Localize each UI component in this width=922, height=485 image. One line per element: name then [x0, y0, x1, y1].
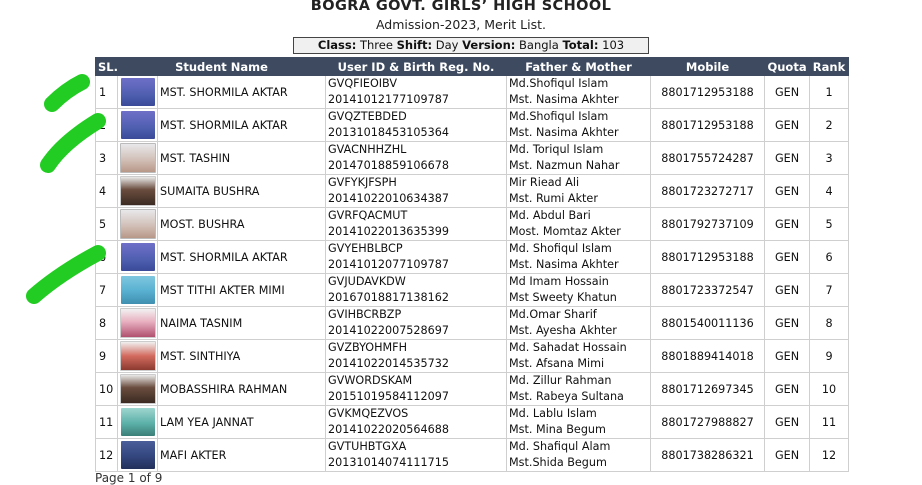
total-label: Total:: [562, 38, 599, 52]
cell-quota: [765, 439, 810, 472]
sl-number: 3: [99, 151, 107, 165]
student-name: MST. SHORMILA AKTAR: [160, 118, 288, 132]
cell-photo: [118, 175, 158, 208]
cell-photo: [118, 340, 158, 373]
table-row: [96, 241, 849, 274]
father-name: Md. Shafiqul Alam: [509, 440, 611, 453]
cell-sl: [96, 76, 118, 109]
sl-number: 11: [99, 415, 114, 429]
birth-reg-no: 20141012177109787: [328, 93, 450, 106]
class-value: Three: [359, 38, 393, 52]
father-name: Md Imam Hossain: [509, 275, 609, 288]
version-value: Bangla: [519, 38, 559, 52]
sl-number: 9: [99, 349, 107, 363]
cell-sl: [96, 142, 118, 175]
rank-value: 1: [825, 85, 833, 99]
cell-sl: [96, 373, 118, 406]
mobile-number: 8801723372547: [661, 283, 754, 297]
cell-name: [158, 373, 326, 406]
father-name: Md. Zillur Rahman: [509, 374, 612, 387]
cell-user-id: [326, 109, 507, 142]
cell-parents: [507, 241, 651, 274]
cell-mobile: [651, 76, 765, 109]
mobile-number: 8801712953188: [661, 118, 754, 132]
cell-user-id: [326, 142, 507, 175]
cell-photo: [118, 142, 158, 175]
class-info-box: [293, 37, 649, 54]
cell-sl: [96, 340, 118, 373]
cell-name: [158, 208, 326, 241]
student-photo: [120, 308, 156, 338]
cell-name: [158, 274, 326, 307]
sl-number: 8: [99, 316, 107, 330]
school-title: BOGRA GOVT. GIRLS’ HIGH SCHOOL: [310, 0, 612, 14]
birth-reg-no: 20131014074111715: [328, 456, 450, 469]
mother-name: Mst. Nasima Akhter: [509, 258, 619, 271]
birth-reg-no: 20141022007528697: [328, 324, 450, 337]
cell-photo: [118, 406, 158, 439]
user-id: GVTUHBTGXA: [328, 440, 407, 453]
cell-sl: [96, 208, 118, 241]
cell-mobile: [651, 307, 765, 340]
user-id: GVKMQEZVOS: [328, 407, 409, 420]
cell-sl: [96, 109, 118, 142]
student-name: MOBASSHIRA RAHMAN: [160, 382, 288, 396]
cell-user-id: [326, 76, 507, 109]
class-label: Class:: [317, 38, 357, 52]
student-photo: [121, 78, 155, 106]
student-name: LAM YEA JANNAT: [160, 415, 254, 429]
birth-reg-no: 20141022013635399: [328, 225, 450, 238]
quota-value: GEN: [774, 283, 800, 297]
mother-name: Most. Momtaz Akter: [509, 225, 621, 238]
version-label: Version:: [462, 38, 516, 52]
cell-name: [158, 307, 326, 340]
quota-value: GEN: [774, 184, 800, 198]
table-row: [96, 109, 849, 142]
cell-name: [158, 439, 326, 472]
cell-rank: [810, 373, 849, 406]
cell-quota: [765, 340, 810, 373]
cell-user-id: [326, 175, 507, 208]
table-row: [96, 76, 849, 109]
user-id: GVRFQACMUT: [328, 209, 408, 222]
sl-number: 6: [99, 250, 107, 264]
student-name: MST. TASHIN: [160, 151, 231, 165]
cell-user-id: [326, 340, 507, 373]
cell-quota: [765, 241, 810, 274]
cell-name: [158, 340, 326, 373]
quota-value: GEN: [774, 151, 800, 165]
quota-value: GEN: [774, 118, 800, 132]
cell-mobile: [651, 439, 765, 472]
student-name: MAFI AKTER: [160, 448, 227, 462]
table-row: [96, 340, 849, 373]
cell-photo: [118, 307, 158, 340]
rank-value: 3: [825, 151, 833, 165]
cell-quota: [765, 373, 810, 406]
cell-mobile: [651, 406, 765, 439]
cell-rank: [810, 208, 849, 241]
highlighter-stroke-1: [52, 82, 82, 104]
student-photo: [121, 111, 155, 139]
sl-number: 5: [99, 217, 107, 231]
cell-parents: [507, 175, 651, 208]
cell-rank: [810, 109, 849, 142]
cell-parents: [507, 340, 651, 373]
birth-reg-no: 20141022020564688: [328, 423, 450, 436]
col-rank: Rank: [810, 58, 849, 76]
shift-value: Day: [435, 38, 459, 52]
birth-reg-no: 20151019584112097: [328, 390, 450, 403]
student-photo: [121, 441, 155, 469]
table-header: [96, 58, 849, 76]
cell-parents: [507, 274, 651, 307]
cell-rank: [810, 274, 849, 307]
student-name: MST. SINTHIYA: [160, 349, 241, 363]
col-student-name: Student Name: [118, 58, 326, 76]
cell-sl: [96, 307, 118, 340]
cell-quota: [765, 307, 810, 340]
student-name: NAIMA TASNIM: [160, 316, 243, 330]
cell-parents: [507, 109, 651, 142]
mother-name: Mst. Nazmun Nahar: [509, 159, 620, 172]
cell-mobile: [651, 373, 765, 406]
mother-name: Mst Sweety Khatun: [509, 291, 617, 304]
merit-table: [95, 57, 849, 472]
cell-sl: [96, 406, 118, 439]
quota-value: GEN: [774, 85, 800, 99]
user-id: GVZBYOHMFH: [328, 341, 408, 354]
cell-rank: [810, 175, 849, 208]
cell-rank: [810, 142, 849, 175]
mother-name: Mst. Nasima Akhter: [509, 126, 619, 139]
mother-name: Mst. Mina Begum: [509, 423, 606, 436]
student-photo: [120, 176, 156, 206]
quota-value: GEN: [774, 250, 800, 264]
cell-mobile: [651, 208, 765, 241]
cell-mobile: [651, 175, 765, 208]
mobile-number: 8801889414018: [661, 349, 754, 363]
cell-sl: [96, 274, 118, 307]
rank-value: 2: [825, 118, 833, 132]
table-row: [96, 406, 849, 439]
user-id: GVYEHBLBCP: [328, 242, 403, 255]
student-name: MOST. BUSHRA: [160, 217, 245, 231]
father-name: Md. Shofiqul Islam: [509, 242, 612, 255]
col-user-id: User ID & Birth Reg. No.: [326, 58, 507, 76]
mobile-number: 8801712953188: [661, 250, 754, 264]
cell-user-id: [326, 208, 507, 241]
rank-value: 8: [825, 316, 833, 330]
cell-photo: [118, 76, 158, 109]
student-name: MST. SHORMILA AKTAR: [160, 85, 288, 99]
mother-name: Mst. Afsana Mimi: [509, 357, 605, 370]
cell-sl: [96, 439, 118, 472]
sl-number: 12: [99, 448, 114, 462]
father-name: Md.Omar Sharif: [509, 308, 597, 321]
table-body: [96, 76, 849, 472]
cell-quota: [765, 175, 810, 208]
father-name: Md. Abdul Bari: [509, 209, 591, 222]
mobile-number: 8801738286321: [661, 448, 754, 462]
user-id: GVIHBCRBZP: [328, 308, 402, 321]
mobile-number: 8801712697345: [661, 382, 754, 396]
cell-rank: [810, 406, 849, 439]
cell-name: [158, 175, 326, 208]
cell-name: [158, 241, 326, 274]
table-row: [96, 208, 849, 241]
rank-value: 6: [825, 250, 833, 264]
cell-user-id: [326, 439, 507, 472]
page-indicator: Page 1 of 9: [95, 471, 163, 485]
birth-reg-no: 20167018817138162: [328, 291, 450, 304]
cell-name: [158, 142, 326, 175]
cell-mobile: [651, 340, 765, 373]
shift-label: Shift:: [396, 38, 433, 52]
birth-reg-no: 20141022014535732: [328, 357, 450, 370]
user-id: GVQZTEBDED: [328, 110, 407, 123]
cell-quota: [765, 76, 810, 109]
rank-value: 12: [821, 448, 837, 462]
page-subtitle: Admission-2023, Merit List.: [375, 17, 547, 32]
cell-sl: [96, 175, 118, 208]
table-row: [96, 439, 849, 472]
student-name: SUMAITA BUSHRA: [160, 184, 260, 198]
rank-value: 7: [825, 283, 833, 297]
mother-name: Mst. Nasima Akhter: [509, 93, 619, 106]
quota-value: GEN: [774, 448, 800, 462]
sl-number: 1: [99, 85, 107, 99]
cell-name: [158, 109, 326, 142]
rank-value: 10: [821, 382, 837, 396]
highlighter-stroke-3: [34, 253, 98, 296]
cell-rank: [810, 241, 849, 274]
student-photo: [121, 408, 155, 436]
mother-name: Mst. Rabeya Sultana: [509, 390, 624, 403]
student-name: MST. SHORMILA AKTAR: [160, 250, 288, 264]
col-sl: SL.: [96, 58, 118, 76]
rank-value: 9: [825, 349, 833, 363]
father-name: Md. Toriqul Islam: [509, 143, 604, 156]
mobile-number: 8801792737109: [661, 217, 754, 231]
col-quota: Quota: [765, 58, 810, 76]
father-name: Md. Sahadat Hossain: [509, 341, 627, 354]
cell-user-id: [326, 274, 507, 307]
father-name: Md.Shofiqul Islam: [509, 77, 609, 90]
cell-quota: [765, 274, 810, 307]
cell-quota: [765, 142, 810, 175]
highlighter-stroke-2: [48, 121, 98, 165]
cell-mobile: [651, 241, 765, 274]
rank-value: 11: [821, 415, 837, 429]
table-row: [96, 373, 849, 406]
birth-reg-no: 20141022010634387: [328, 192, 450, 205]
birth-reg-no: 20141012077109787: [328, 258, 450, 271]
cell-quota: [765, 109, 810, 142]
user-id: GVFYKJFSPH: [328, 176, 397, 189]
cell-photo: [118, 109, 158, 142]
cell-parents: [507, 439, 651, 472]
cell-name: [158, 76, 326, 109]
student-photo: [120, 374, 156, 404]
student-photo: [120, 143, 156, 173]
cell-user-id: [326, 307, 507, 340]
cell-user-id: [326, 406, 507, 439]
table-row: [96, 175, 849, 208]
cell-name: [158, 406, 326, 439]
cell-photo: [118, 439, 158, 472]
table-row: [96, 142, 849, 175]
cell-quota: [765, 406, 810, 439]
cell-mobile: [651, 274, 765, 307]
cell-rank: [810, 76, 849, 109]
sl-number: 10: [99, 382, 114, 396]
user-id: GVQFIEOIBV: [328, 77, 398, 90]
cell-parents: [507, 307, 651, 340]
sl-number: 2: [99, 118, 107, 132]
cell-rank: [810, 307, 849, 340]
sl-number: 4: [99, 184, 107, 198]
quota-value: GEN: [774, 217, 800, 231]
rank-value: 4: [825, 184, 833, 198]
col-father-mother: Father & Mother: [507, 58, 651, 76]
birth-reg-no: 20147018859106678: [328, 159, 450, 172]
cell-mobile: [651, 142, 765, 175]
quota-value: GEN: [774, 349, 800, 363]
cell-parents: [507, 373, 651, 406]
cell-photo: [118, 208, 158, 241]
mother-name: Mst. Ayesha Akhter: [509, 324, 617, 337]
cell-rank: [810, 439, 849, 472]
total-value: 103: [602, 38, 625, 52]
student-photo: [121, 276, 155, 304]
mother-name: Mst. Rumi Akter: [509, 192, 598, 205]
cell-quota: [765, 208, 810, 241]
mother-name: Mst.Shida Begum: [509, 456, 607, 469]
birth-reg-no: 20131018453105364: [328, 126, 450, 139]
quota-value: GEN: [774, 316, 800, 330]
quota-value: GEN: [774, 415, 800, 429]
user-id: GVACNHHZHL: [328, 143, 407, 156]
father-name: Md.Shofiqul Islam: [509, 110, 609, 123]
student-photo: [120, 341, 156, 371]
mobile-number: 8801723272717: [661, 184, 754, 198]
mobile-number: 8801540011136: [661, 316, 754, 330]
sl-number: 7: [99, 283, 107, 297]
mobile-number: 8801712953188: [661, 85, 754, 99]
cell-sl: [96, 241, 118, 274]
table-row: [96, 307, 849, 340]
table-row: [96, 274, 849, 307]
mobile-number: 8801755724287: [661, 151, 754, 165]
cell-photo: [118, 373, 158, 406]
col-mobile: Mobile: [651, 58, 765, 76]
cell-mobile: [651, 109, 765, 142]
cell-parents: [507, 406, 651, 439]
cell-user-id: [326, 373, 507, 406]
mobile-number: 8801727988827: [661, 415, 754, 429]
student-photo: [120, 209, 156, 239]
father-name: Md. Lablu Islam: [509, 407, 597, 420]
user-id: GVJUDAVKDW: [328, 275, 406, 288]
cell-user-id: [326, 241, 507, 274]
user-id: GVWORDSKAM: [328, 374, 413, 387]
cell-rank: [810, 340, 849, 373]
father-name: Mir Riead Ali: [509, 176, 580, 189]
rank-value: 5: [825, 217, 833, 231]
student-photo: [121, 243, 155, 271]
cell-photo: [118, 241, 158, 274]
cell-parents: [507, 208, 651, 241]
quota-value: GEN: [774, 382, 800, 396]
cell-photo: [118, 274, 158, 307]
cell-parents: [507, 76, 651, 109]
cell-parents: [507, 142, 651, 175]
student-name: MST TITHI AKTER MIMI: [160, 283, 285, 297]
